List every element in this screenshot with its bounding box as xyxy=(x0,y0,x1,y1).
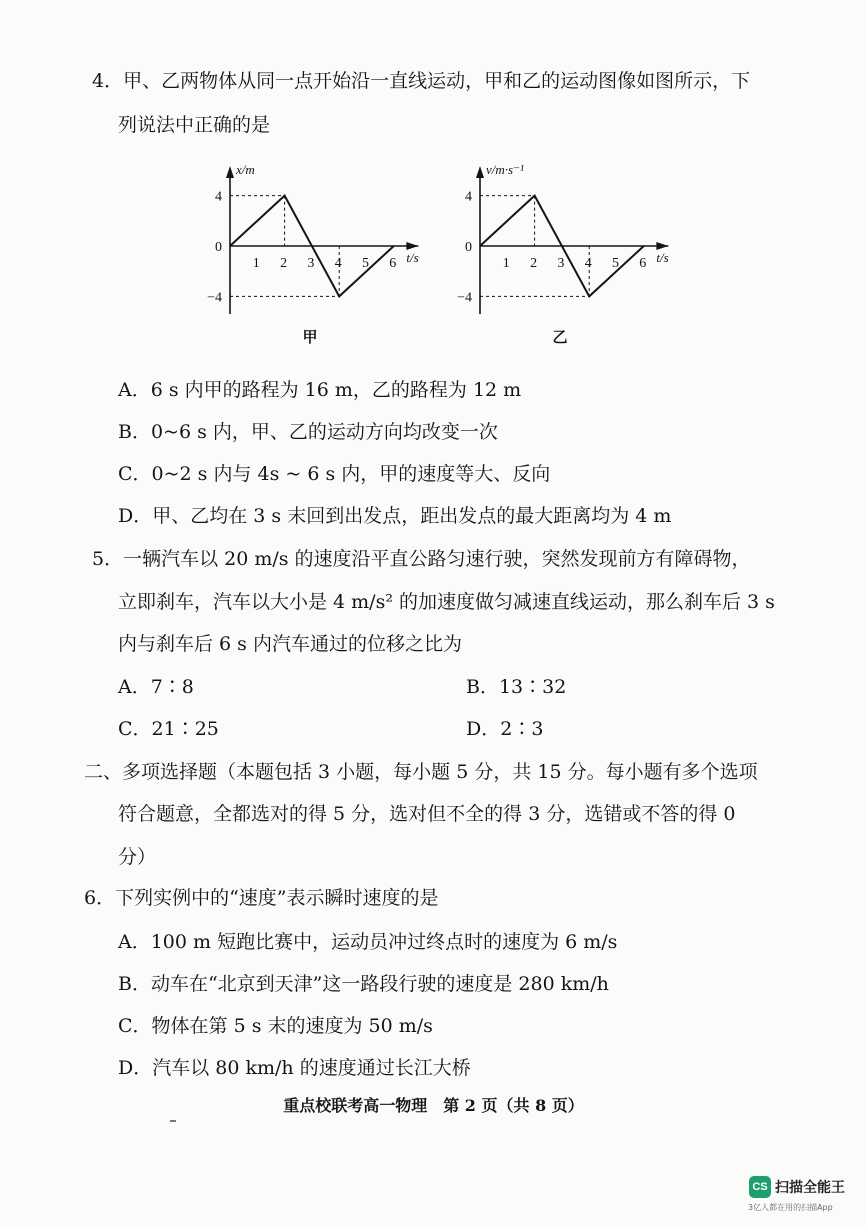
q4-stem-line2: 列说法中正确的是 xyxy=(118,114,271,136)
chart-jia xyxy=(205,152,445,356)
q6-option-a: A．100 m 短跑比赛中，运动员冲过终点时的速度为 6 m/s xyxy=(118,931,618,953)
y-tick-label: 0 xyxy=(465,240,472,255)
x-tick-label: 5 xyxy=(612,256,619,271)
page-footer: 重点校联考高一物理 第 2 页（共 8 页） xyxy=(283,1096,584,1115)
q4-stem-line1: 4．甲、乙两物体从同一点开始沿一直线运动，甲和乙的运动图像如图所示，下 xyxy=(92,70,751,92)
x-axis-label: t/s xyxy=(656,250,669,265)
section2-line2: 符合题意，全都选对的得 5 分，选对但不全的得 3 分，选错或不答的得 0 xyxy=(118,803,736,825)
x-tick-label: 1 xyxy=(252,256,260,271)
x-axis-arrow xyxy=(406,242,418,250)
x-axis-label: t/s xyxy=(406,250,419,265)
x-tick-label: 3 xyxy=(557,256,565,271)
y-tick-label: −4 xyxy=(457,290,472,306)
x-tick-label: 6 xyxy=(389,256,397,271)
x-tick-label: 4 xyxy=(584,256,592,271)
q4-option-a: A．6 s 内甲的路程为 16 m，乙的路程为 12 m xyxy=(118,379,522,401)
chart-yi-svg xyxy=(455,152,695,352)
y-tick-label: 4 xyxy=(465,189,472,205)
y-axis-arrow xyxy=(476,166,484,178)
q5-option-c: C．21∶25 xyxy=(118,718,219,740)
section2-line1: 二、多项选择题（本题包括 3 小题，每小题 5 分，共 15 分。每小题有多个选项 xyxy=(84,761,758,783)
x-tick-label: 6 xyxy=(639,256,647,271)
q6-option-d: D．汽车以 80 km/h 的速度通过长江大桥 xyxy=(118,1057,471,1079)
x-tick-label: 1 xyxy=(502,256,510,271)
chart-jia-svg xyxy=(205,152,445,352)
q5-stem-line1: 5．一辆汽车以 20 m/s 的速度沿平直公路匀速行驶，突然发现前方有障碍物， xyxy=(92,548,751,570)
x-axis-arrow xyxy=(656,242,668,250)
section2-line3: 分） xyxy=(118,846,157,868)
q5-stem-line3: 内与刹车后 6 s 内汽车通过的位移之比为 xyxy=(118,633,462,655)
q5-option-b: B．13∶32 xyxy=(466,676,567,698)
watermark-subtitle: 3亿人都在用的扫描App xyxy=(748,1203,833,1212)
q6-option-b: B．动车在“北京到天津”这一路段行驶的速度是 280 km/h xyxy=(118,973,609,995)
q5-option-d: D．2∶3 xyxy=(466,718,544,740)
y-axis-label: x/m xyxy=(236,162,255,177)
q4-option-b: B．0~6 s 内，甲、乙的运动方向均改变一次 xyxy=(118,421,498,443)
q4-option-c: C．0~2 s 内与 4s ~ 6 s 内，甲的速度等大、反向 xyxy=(118,463,551,485)
x-tick-label: 4 xyxy=(334,256,342,271)
x-tick-label: 2 xyxy=(530,256,538,271)
camscanner-logo-icon: CS xyxy=(749,1176,771,1198)
chart-yi xyxy=(455,152,695,356)
q5-option-a: A．7∶8 xyxy=(118,676,194,698)
scan-mark xyxy=(170,1120,176,1122)
watermark-name: 扫描全能王 xyxy=(775,1180,845,1196)
x-tick-label: 3 xyxy=(307,256,315,271)
y-tick-label: 4 xyxy=(215,189,222,205)
y-axis-arrow xyxy=(226,166,234,178)
x-tick-label: 2 xyxy=(280,256,288,271)
y-tick-label: −4 xyxy=(207,290,222,306)
y-axis-label: v/m·s⁻¹ xyxy=(486,162,524,177)
y-tick-label: 0 xyxy=(215,240,222,255)
x-tick-label: 5 xyxy=(362,256,369,271)
q6-option-c: C．物体在第 5 s 末的速度为 50 m/s xyxy=(118,1015,433,1037)
q5-stem-line2: 立即刹车，汽车以大小是 4 m/s² 的加速度做匀减速直线运动，那么刹车后 3 s xyxy=(118,591,775,613)
q4-option-d: D．甲、乙均在 3 s 末回到出发点，距出发点的最大距离均为 4 m xyxy=(118,505,672,527)
chart-caption: 乙 xyxy=(552,330,568,346)
q6-stem: 6．下列实例中的“速度”表示瞬时速度的是 xyxy=(84,887,439,909)
chart-caption: 甲 xyxy=(302,330,318,346)
